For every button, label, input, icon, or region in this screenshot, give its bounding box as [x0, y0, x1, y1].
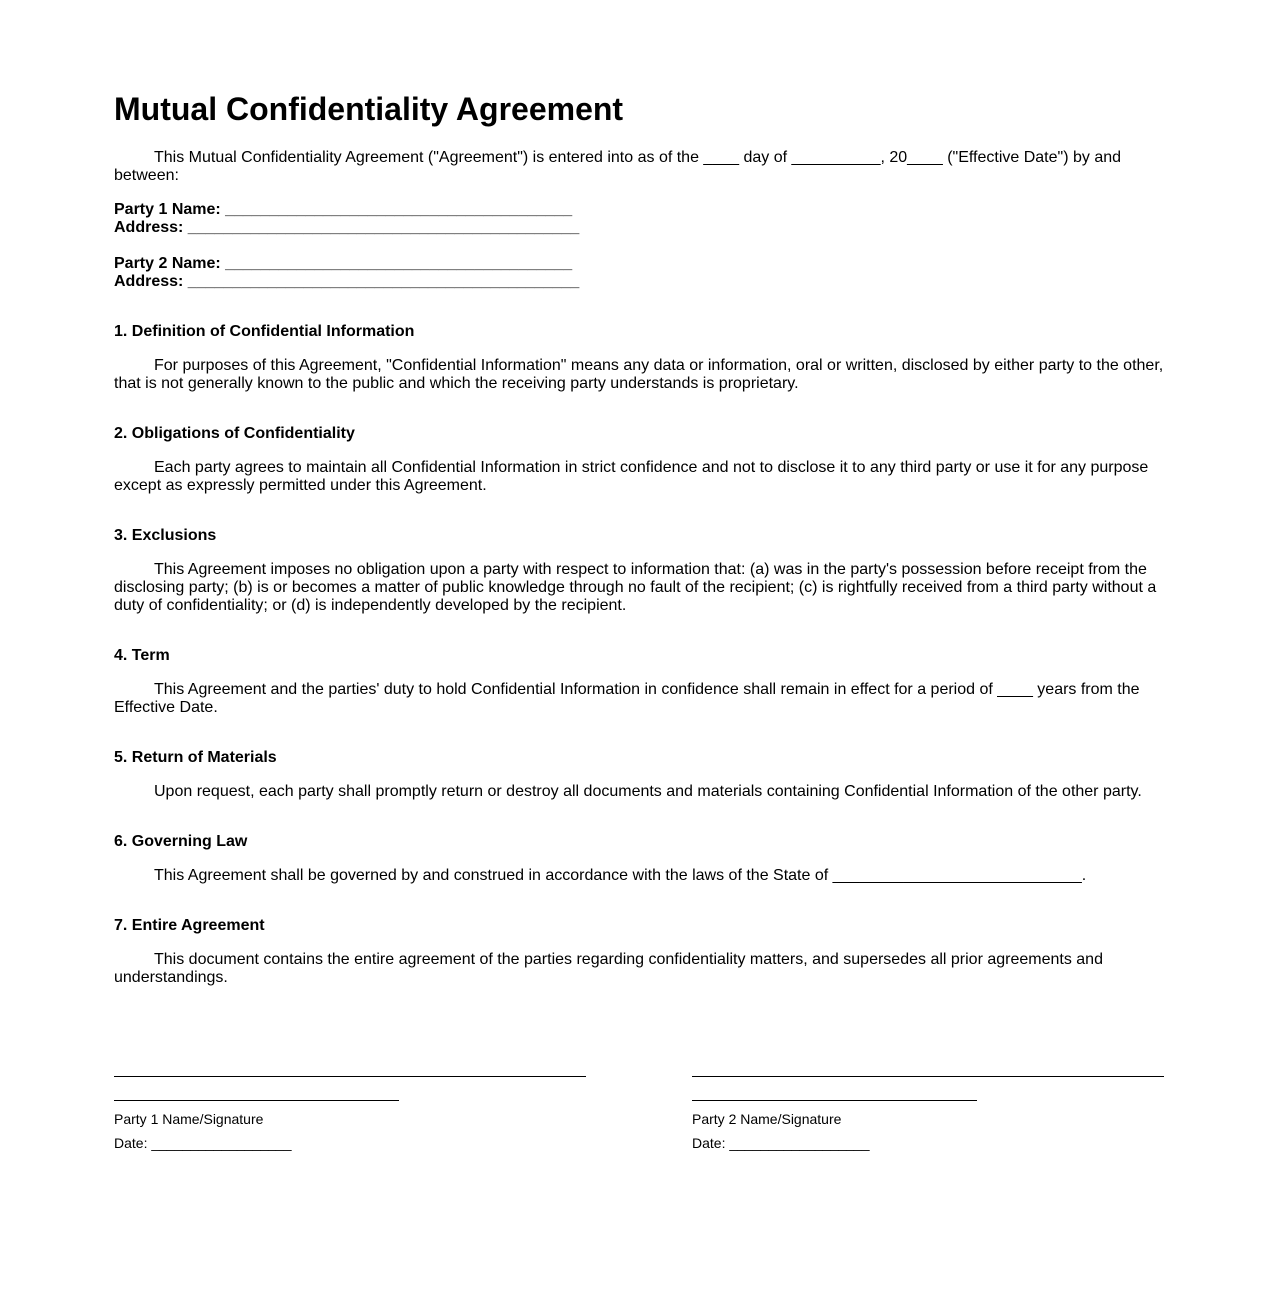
intro-block — [114, 149, 1166, 185]
section-governing-law — [114, 833, 1166, 885]
party-2-block — [114, 255, 1166, 291]
section-heading: 3. Exclusions — [114, 527, 217, 544]
section-obligations — [114, 425, 1166, 495]
section-definition — [114, 323, 1166, 393]
section-entire-agreement — [114, 917, 1166, 987]
party-2-signature-line[interactable] — [692, 1066, 1164, 1077]
party-1-name-line[interactable] — [114, 1077, 399, 1101]
section-body: This Agreement imposes no obligation upon a party with respect to information that: (a) was in the party's possession before receipt from the disclosing party; (b) is or becomes a matter of public knowledge through no fault of the recipient; (c) is rightfully received from a third party without a duty of confidentiality; or (d) is independently developed by the recipient. — [114, 561, 1157, 614]
section-heading: 1. Definition of Confidential Information — [114, 323, 415, 340]
party-2-name-field[interactable]: Party 2 Name: _______________________________________ — [114, 255, 573, 272]
party-2-signature-label: Party 2 Name/Signature — [692, 1111, 842, 1127]
section-body: This Agreement and the parties' duty to hold Confidential Information in confidence shall remain in effect for a period of ____ years from the Effective Date. — [114, 681, 1140, 716]
section-heading: 6. Governing Law — [114, 833, 248, 850]
party-1-address-field[interactable]: Address: ____________________________________________ — [114, 219, 580, 236]
section-exclusions — [114, 527, 1166, 615]
document-title: Mutual Confidentiality Agreement — [114, 91, 624, 127]
section-term — [114, 647, 1166, 717]
section-heading: 5. Return of Materials — [114, 749, 277, 766]
party-2-signature-block — [692, 1066, 1164, 1151]
intro-paragraph: This Mutual Confidentiality Agreement ("Agreement") is entered into as of the ____ day of __________, 20____ ("Effective Date") by and between: — [114, 149, 1122, 184]
section-return-of-materials — [114, 749, 1166, 801]
section-heading: 7. Entire Agreement — [114, 917, 265, 934]
party-1-block — [114, 201, 1166, 237]
section-heading: 4. Term — [114, 647, 170, 664]
party-2-date-field[interactable]: Date: __________________ — [692, 1135, 870, 1151]
party-2-address-field[interactable]: Address: ____________________________________________ — [114, 273, 580, 290]
party-2-name-line[interactable] — [692, 1077, 977, 1101]
section-body: For purposes of this Agreement, "Confidential Information" means any data or information, oral or written, disclosed by either party to the other, that is not generally known to the public and which the receiving party understands is proprietary. — [114, 357, 1164, 392]
section-body: Upon request, each party shall promptly return or destroy all documents and materials containing Confidential Information of the other party. — [154, 783, 1142, 800]
party-1-date-field[interactable]: Date: __________________ — [114, 1135, 292, 1151]
party-1-signature-block — [114, 1066, 586, 1151]
section-body: This Agreement shall be governed by and construed in accordance with the laws of the State of ____________________________. — [154, 867, 1087, 884]
section-body: This document contains the entire agreement of the parties regarding confidentiality matters, and supersedes all prior agreements and understandings. — [114, 951, 1103, 986]
section-body: Each party agrees to maintain all Confidential Information in strict confidence and not to disclose it to any third party or use it for any purpose except as expressly permitted under this Agreement. — [114, 459, 1149, 494]
party-1-name-field[interactable]: Party 1 Name: _______________________________________ — [114, 201, 573, 218]
party-1-signature-label: Party 1 Name/Signature — [114, 1111, 264, 1127]
party-1-signature-line[interactable] — [114, 1066, 586, 1077]
section-heading: 2. Obligations of Confidentiality — [114, 425, 355, 442]
